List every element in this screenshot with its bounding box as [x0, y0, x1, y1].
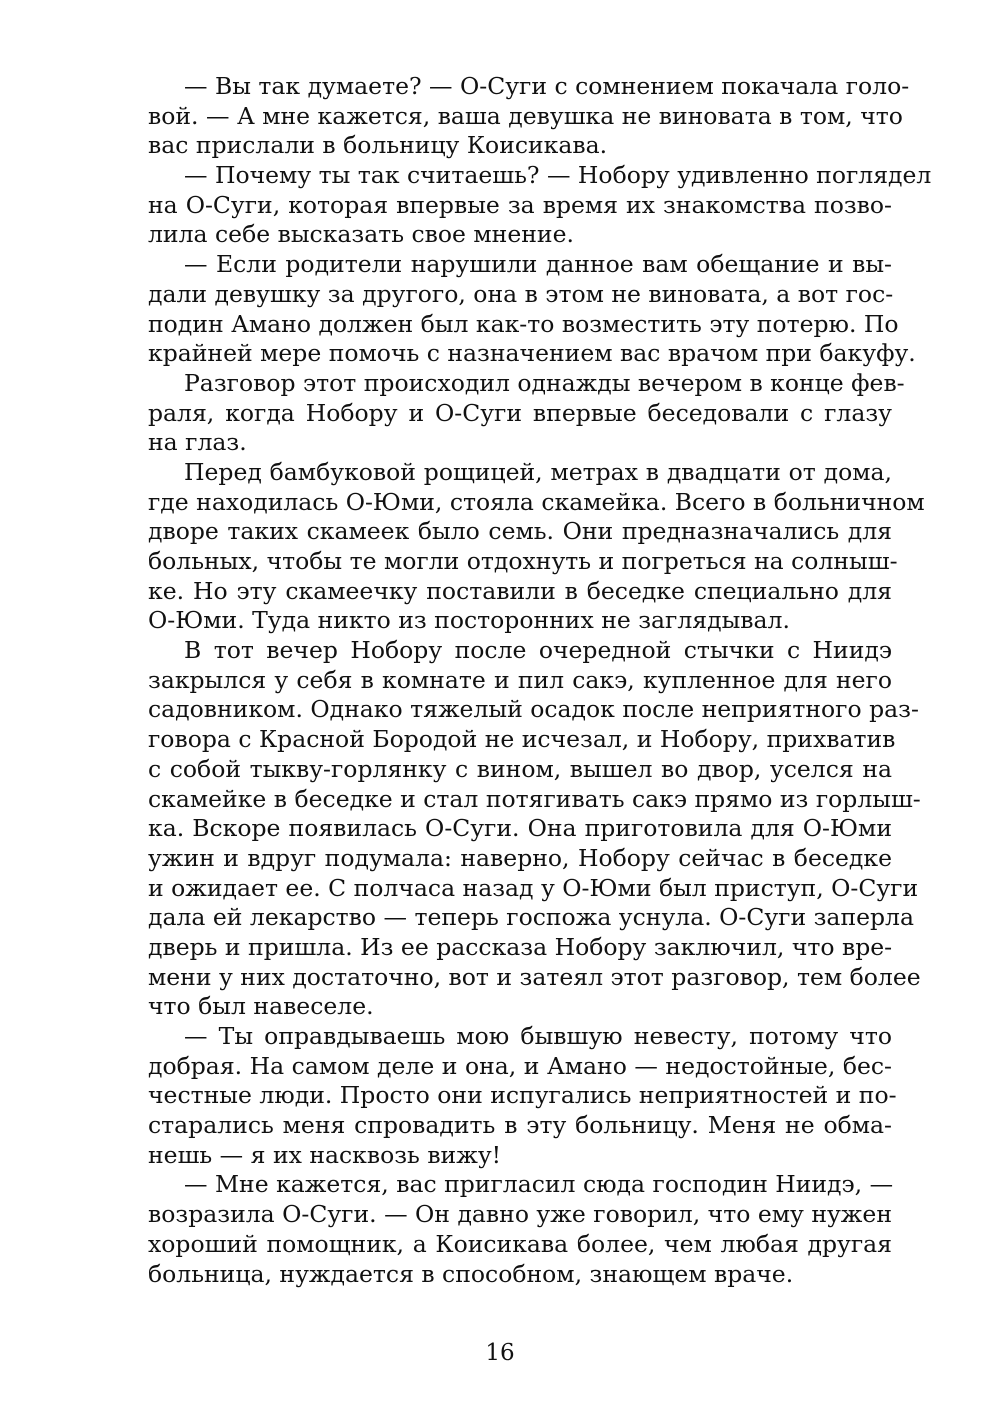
text-line: ка. Вскоре появилась О-Суги. Она приготовила для О-Юми	[148, 814, 892, 843]
paragraph	[148, 250, 916, 369]
paragraph	[148, 161, 932, 250]
text-line: возразила О-Суги. — Он давно уже говорил, что ему нужен	[148, 1200, 892, 1229]
text-line: подин Амано должен был как-то возместить эту потерю. По	[148, 309, 899, 338]
text-line: — Вы так думаете? — О-Суги с сомнением покачала голо-	[184, 72, 910, 100]
paragraph	[148, 1170, 892, 1289]
text-line: В тот вечер Нобору после очередной стычки с Ниидэ	[184, 636, 892, 665]
text-line: дала ей лекарство — теперь госпожа уснула. О-Суги заперла	[148, 903, 914, 932]
page-body	[148, 72, 932, 1289]
text-line: мени у них достаточно, вот и затеял этот разговор, тем более	[148, 962, 921, 991]
text-line: с собой тыкву-горлянку с вином, вышел во двор, уселся на	[148, 754, 892, 783]
text-line: О-Юми. Туда никто из посторонних не заглядывал.	[148, 606, 790, 635]
text-line: — Мне кажется, вас пригласил сюда господин Ниидэ, —	[184, 1170, 894, 1199]
text-line: говора с Красной Бородой не исчезал, и Нобору, прихватив	[148, 725, 896, 754]
text-line: — Если родители нарушили данное вам обещание и вы-	[184, 250, 892, 279]
text-line: на глаз.	[148, 428, 247, 457]
text-line: дворе таких скамеек было семь. Они предназначались для	[148, 517, 892, 546]
text-line: и ожидает ее. С полчаса назад у О-Юми был приступ, О-Суги	[148, 873, 919, 902]
text-line: закрылся у себя в комнате и пил сакэ, купленное для него	[148, 665, 892, 694]
text-line: вас прислали в больницу Коисикава.	[148, 131, 608, 160]
text-line: — Почему ты так считаешь? — Нобору удивленно поглядел	[184, 161, 932, 190]
text-line: честные люди. Просто они испугались неприятностей и по-	[148, 1081, 897, 1110]
text-line: старались меня спровадить в эту больницу. Меня не обма-	[148, 1111, 892, 1140]
text-line: где находилась О-Юми, стояла скамейка. Всего в больничном	[148, 487, 925, 516]
text-line: раля, когда Нобору и О-Суги впервые беседовали с глазу	[148, 398, 892, 427]
paragraph	[148, 457, 925, 636]
text-line: ужин и вдруг подумала: наверно, Нобору сейчас в беседке	[148, 843, 892, 872]
paragraph	[148, 72, 910, 161]
text-line: хороший помощник, а Коисикава более, чем любая другая	[148, 1229, 892, 1258]
text-line: скамейке в беседке и стал потягивать сакэ прямо из горлыш-	[148, 784, 921, 813]
text-line: на О-Суги, которая впервые за время их знакомства позво-	[148, 190, 892, 219]
text-line: добрая. На самом деле и она, и Амано — недостойные, бес-	[148, 1051, 892, 1080]
text-line: дверь и пришла. Из ее рассказа Нобору заключил, что вре-	[148, 932, 893, 961]
text-line: крайней мере помочь с назначением вас врачом при бакуфу.	[148, 339, 916, 368]
text-line: Разговор этот происходил однажды вечером в конце фев-	[184, 368, 905, 397]
text-line: больных, чтобы те могли отдохнуть и погреться на солныш-	[148, 547, 898, 575]
paragraph	[148, 636, 921, 1022]
text-line: ке. Но эту скамеечку поставили в беседке специально для	[148, 576, 892, 605]
page-number: 16	[485, 1340, 515, 1366]
text-line: садовником. Однако тяжелый осадок после неприятного раз-	[148, 695, 919, 724]
text-line: нешь — я их насквозь вижу!	[148, 1140, 502, 1169]
paragraph	[148, 368, 905, 458]
text-line: лила себе высказать свое мнение.	[148, 220, 574, 249]
text-line: Перед бамбуковой рощицей, метрах в двадцати от дома,	[184, 457, 892, 486]
text-line: — Ты оправдываешь мою бывшую невесту, потому что	[184, 1022, 892, 1050]
text-line: вой. — А мне кажется, ваша девушка не виновата в том, что	[148, 101, 903, 130]
text-line: что был навеселе.	[148, 992, 374, 1021]
paragraph	[148, 1022, 897, 1170]
text-line: больница, нуждается в способном, знающем враче.	[148, 1259, 794, 1288]
text-line: дали девушку за другого, она в этом не виновата, а вот гос-	[148, 279, 894, 308]
